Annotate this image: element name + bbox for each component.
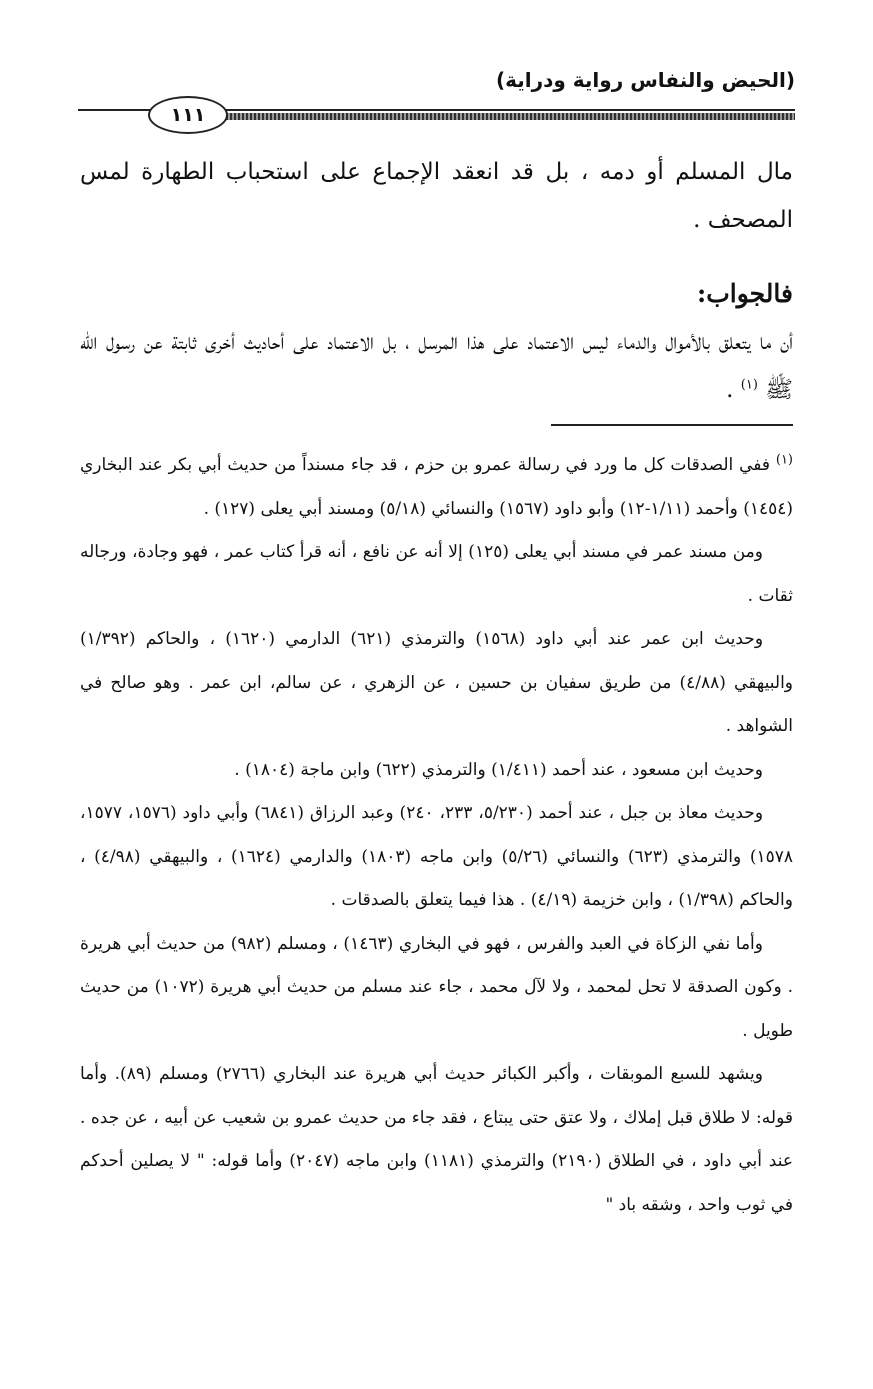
page-header [78, 62, 795, 132]
footnote-paragraph: ومن مسند عمر في مسند أبي يعلى (١٢٥) إلا أنه عن نافع ، أنه قرأ كتاب عمر ، فهو وجادة، ورجاله ثقات . [80, 542, 793, 606]
main-paragraph-2-text: أن ما يتعلق بالأموال والدماء ليس الاعتماد على هذا المرسل ، بل الاعتماد على أحاديث أخرى ثابتة عن رسول الله ﷺ [80, 329, 793, 403]
footnote-paragraph [80, 444, 793, 531]
running-title: (الحيض والنفاس رواية ودراية) [495, 68, 795, 92]
footnote-paragraph: وحديث ابن مسعود ، عند أحمد (١/٤١١) والترمذي (٦٢٢) وابن ماجة (١٨٠٤) . [234, 759, 763, 780]
main-paragraph-2 [80, 318, 793, 414]
footnotes [80, 444, 793, 1227]
main-paragraph-2-end: . [726, 377, 741, 403]
main-text [80, 148, 793, 414]
footnote-paragraph: وأما نفي الزكاة في العبد والفرس ، فهو في البخاري (١٤٦٣) ، ومسلم (٩٨٢) من حديث أبي هريرة . وكون الصدقة لا تحل لمحمد ، ولا لآل محمد ، جاء عند مسلم من حديث أبي هريرة (١٠٧٢) من حديث طويل . [80, 933, 793, 1041]
footnote-marker: (١) [775, 452, 793, 468]
footnote-paragraph: وحديث ابن عمر عند أبي داود (١٥٦٨) والترمذي (٦٢١) الدارمي (١٦٢٠) ، والحاكم (١/٣٩٢) والبيهقي (٤/٨٨) من طريق سفيان بن حسين ، عن الزهري ، عن سالم، ابن عمر . وهو صالح في الشواهد . [80, 629, 794, 736]
header-rule-thick [218, 113, 795, 120]
page-number: ١١١ [148, 96, 228, 134]
footnote-separator [551, 424, 793, 426]
footnote-reference: (١) [740, 377, 758, 393]
footnote-paragraph: وحديث معاذ بن جبل ، عند أحمد (٥/٢٣٠، ٢٣٣، ٢٤٠) وعبد الرزاق (٦٨٤١) وأبي داود (١٥٧٦، ١٥٧٧، ١٥٧٨) والترمذي (٦٢٣) والنسائي (٥/٢٦) وابن ماجه (١٨٠٣) والدارمي (١٦٢٤) ، والبيهقي (٤/٩٨) ، والحاكم (١/٣٩٨) ، وابن خزيمة (٤/١٩) . هذا فيما يتعلق بالصدقات . [80, 803, 793, 910]
footnote-paragraph: ويشهد للسبع الموبقات ، وأكبر الكبائر حديث أبي هريرة عند البخاري (٢٧٦٦) ومسلم (٨٩). وأما قوله: لا طلاق قبل إملاك ، ولا عتق حتى يبتاع ، فقد جاء من حديث عمرو بن شعيب عن أبيه ، عن جده . عند أبي داود ، في الطلاق (٢١٩٠) والترمذي (١١٨١) وابن ماجه (٢٠٤٧) وأما قوله: " لا يصلين أحدكم في ثوب واحد ، وشقه باد " [80, 1064, 794, 1215]
footnote-text: ففي الصدقات كل ما ورد في رسالة عمرو بن حزم ، قد جاء مسنداً من حديث أبي بكر عند البخاري (١٤٥٤) وأحمد (١/١١-١٢) وأبو داود (١٥٦٧) والنسائي (٥/١٨) ومسند أبي يعلى (١٢٧) . [80, 455, 793, 519]
answer-heading: فالجواب: [697, 279, 793, 308]
main-paragraph-1: مال المسلم أو دمه ، بل قد انعقد الإجماع على استحباب الطهارة لمس المصحف . [80, 159, 793, 233]
